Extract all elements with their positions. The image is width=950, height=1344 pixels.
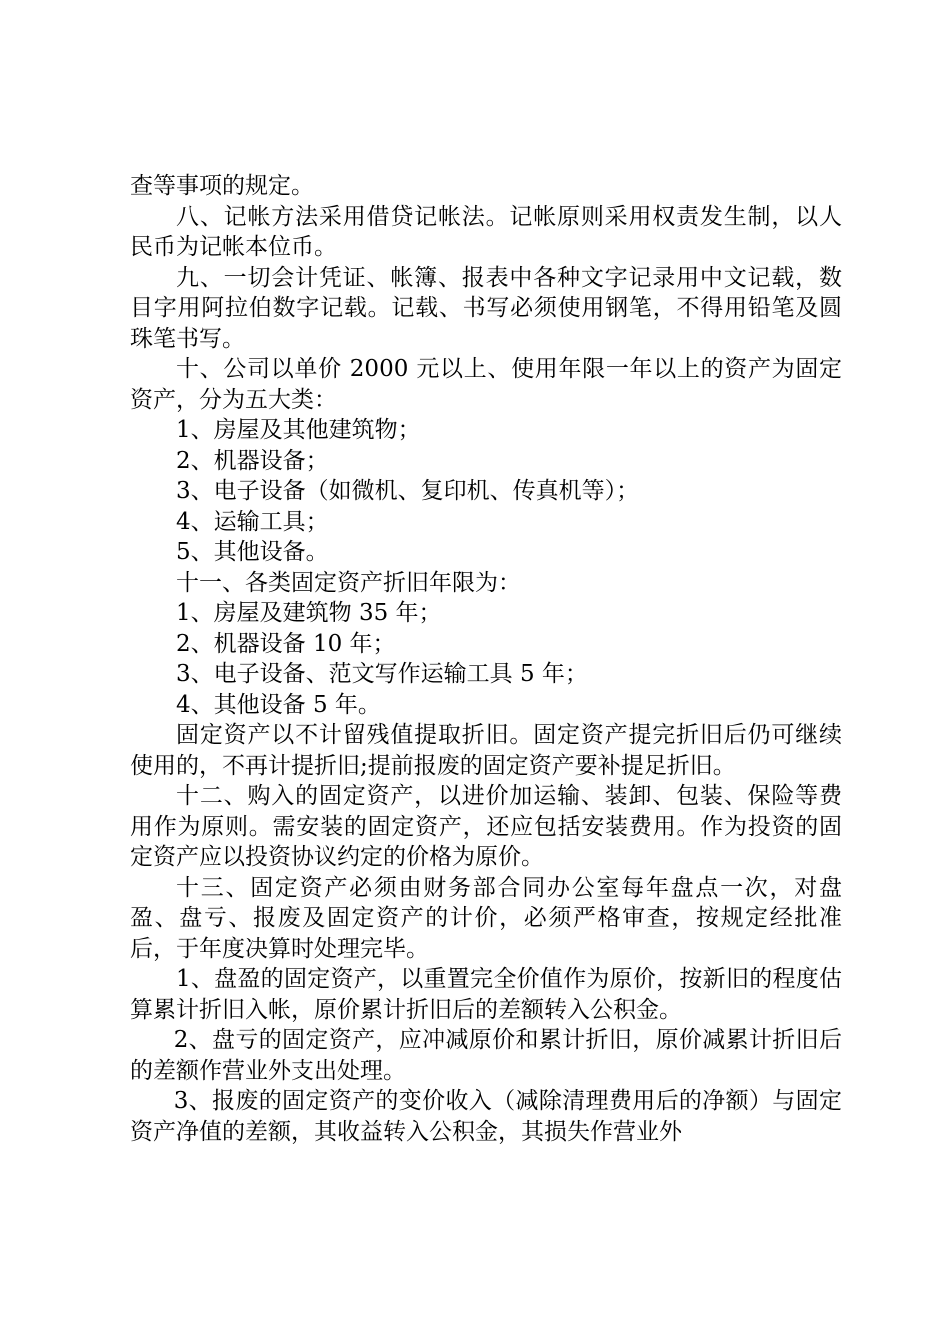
list-item: 1、房屋及其他建筑物；	[176, 417, 421, 443]
list-item: 3、电子设备、范文写作运输工具 5 年；	[176, 661, 588, 687]
paragraph-depreciation-note: 固定资产以不计留残值提取折旧。固定资产提完折旧后仍可继续使用的，不再计提折旧;提前报废的固定资产要补提足折旧。	[130, 722, 842, 779]
list-item: 4、其他设备 5 年。	[176, 691, 381, 718]
list-item: 4、运输工具；	[176, 508, 329, 535]
list-item: 2、机器设备 10 年；	[176, 630, 396, 657]
paragraph-article-12: 十二、购入的固定资产，以进价加运输、装卸、包装、保险等费用作为原则。需安装的固定资产，还应包括安装费用。作为投资的固定资产应以投资协议约定的价格为原价。	[130, 783, 842, 870]
list-item: 2、机器设备；	[176, 447, 329, 474]
paragraph-article-9: 九、一切会计凭证、帐簿、报表中各种文字记录用中文记载，数目字用阿拉伯数字记载。记载、书写必须使用钢笔，不得用铅笔及圆珠笔书写。	[130, 264, 842, 352]
list-item: 1、房屋及建筑物 35 年；	[176, 600, 442, 626]
document-page	[130, 171, 842, 1147]
paragraph-surplus: 1、盘盈的固定资产，以重置完全价值作为原价，按新旧的程度估算累计折旧入帐，原价累计折旧后的差额转入公积金。	[130, 966, 842, 1023]
list-item: 3、电子设备（如微机、复印机、传真机等）；	[176, 478, 640, 504]
paragraph-article-13: 十三、固定资产必须由财务部合同办公室每年盘点一次，对盘盈、盘亏、报废及固定资产的计价，必须严格审查，按规定经批准后，于年度决算时处理完毕。	[130, 874, 842, 962]
paragraph-continuation: 查等事项的规定。	[130, 173, 314, 199]
paragraph-article-11: 十一、各类固定资产折旧年限为：	[176, 569, 521, 596]
paragraph-article-8: 八、记帐方法采用借贷记帐法。记帐原则采用权责发生制，以人民币为记帐本位币。	[130, 203, 842, 260]
paragraph-shortage: 2、盘亏的固定资产，应冲减原价和累计折旧，原价减累计折旧后的差额作营业外支出处理。	[130, 1027, 842, 1084]
paragraph-scrapped: 3、报废的固定资产的变价收入（减除清理费用后的净额）与固定资产净值的差额，其收益转入公积金，其损失作营业外	[130, 1088, 842, 1145]
list-item: 5、其他设备。	[176, 539, 329, 565]
paragraph-article-10: 十、公司以单价 2000 元以上、使用年限一年以上的资产为固定资产，分为五大类：	[130, 356, 842, 413]
